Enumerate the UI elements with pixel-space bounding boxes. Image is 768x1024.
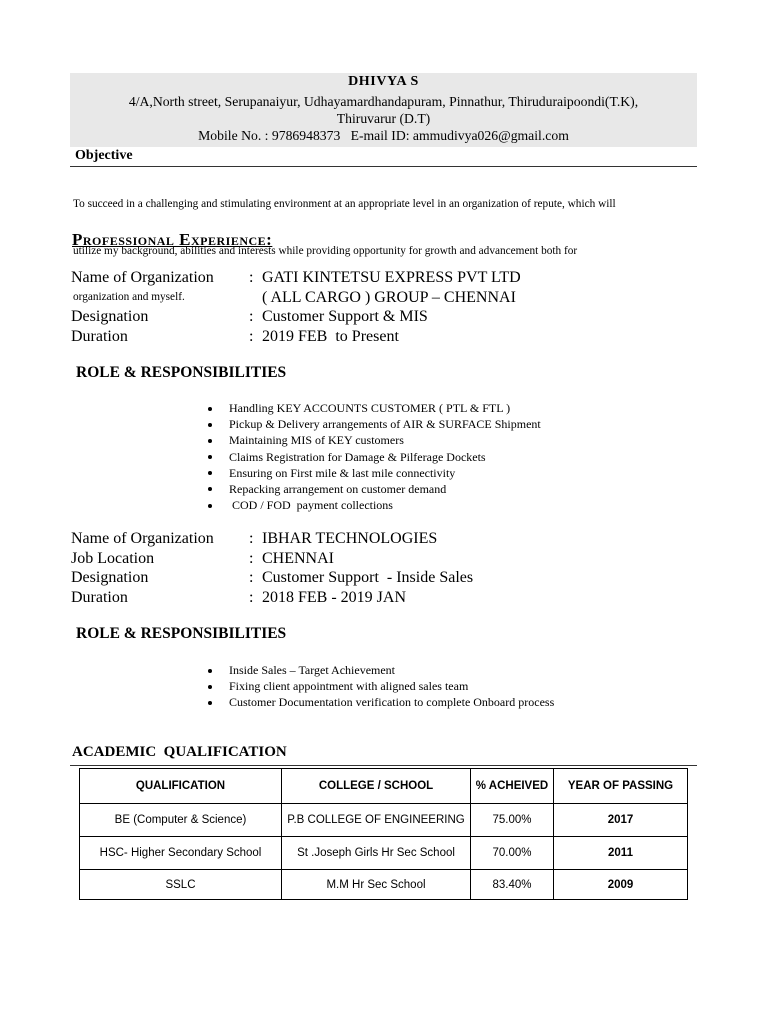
section-divider — [70, 765, 697, 766]
column-header: COLLEGE / SCHOOL — [282, 769, 471, 804]
responsibility-item — [207, 400, 541, 416]
address-line: Thiruvarur (D.T) — [336, 111, 431, 126]
candidate-name: DHIVYA S — [348, 74, 419, 89]
job-details — [71, 529, 671, 607]
bullet-icon — [208, 455, 212, 459]
address-line: 4/A,North street, Serupanaiyur, Udhayamardhandapuram, Pinnathur, Thiruduraipoondi(T.K), — [128, 94, 639, 109]
table-cell: BE (Computer & Science) — [80, 804, 282, 837]
job-detail-row — [71, 529, 671, 549]
bullet-icon — [208, 504, 212, 508]
detail-separator: : — [249, 327, 254, 345]
table-cell: 70.00% — [471, 837, 554, 870]
responsibility-item — [207, 497, 541, 513]
responsibility-text: Pickup & Delivery arrangements of AIR & SURFACE Shipment — [229, 417, 541, 432]
detail-value: Customer Support & MIS — [262, 308, 428, 325]
responsibility-text: Fixing client appointment with aligned sales team — [229, 679, 469, 694]
detail-label: Name of Organization — [71, 269, 214, 286]
objective-line: To succeed in a challenging and stimulating environment at an appropriate level in an organization of repute, which will — [73, 198, 616, 210]
table-cell: 2017 — [554, 804, 688, 837]
bullet-icon — [208, 407, 212, 411]
job-detail-row — [71, 549, 671, 569]
responsibility-item — [207, 432, 541, 448]
job-detail-row — [71, 288, 671, 308]
job-details — [71, 268, 671, 346]
bullet-icon — [208, 423, 212, 427]
table-cell: 2011 — [554, 837, 688, 870]
responsibility-text: COD / FOD payment collections — [229, 498, 393, 513]
detail-value: ( ALL CARGO ) GROUP – CHENNAI — [262, 288, 516, 306]
responsibility-text: Ensuring on First mile & last mile connectivity — [229, 465, 456, 480]
detail-separator: : — [249, 549, 254, 567]
responsibility-text: Repacking arrangement on customer demand — [229, 481, 447, 496]
job-detail-row — [71, 327, 671, 347]
responsibility-text: Handling KEY ACCOUNTS CUSTOMER ( PTL & FTL ) — [229, 401, 511, 415]
responsibility-text: Customer Documentation verification to complete Onboard process — [229, 695, 555, 710]
objective-heading: Objective — [75, 148, 133, 163]
table-cell: P.B COLLEGE OF ENGINEERING — [282, 804, 471, 837]
detail-label: Designation — [71, 308, 149, 325]
detail-separator: : — [249, 569, 254, 586]
responsibility-item — [207, 449, 541, 465]
bullet-icon — [208, 439, 212, 443]
qualification-table — [79, 768, 688, 900]
detail-separator: : — [249, 588, 254, 606]
responsibility-text: Maintaining MIS of KEY customers — [229, 433, 404, 448]
responsibility-item — [207, 481, 541, 497]
table-header-row — [80, 769, 688, 804]
detail-value: 2018 FEB - 2019 JAN — [262, 588, 407, 606]
responsibility-item — [207, 416, 541, 432]
roles-heading: ROLE & RESPONSIBILITIES — [76, 625, 287, 642]
bullet-icon — [208, 471, 212, 475]
detail-label: Duration — [71, 588, 128, 606]
responsibility-item — [207, 678, 554, 694]
detail-value: IBHAR TECHNOLOGIES — [262, 530, 438, 547]
table-cell: 2009 — [554, 870, 688, 900]
job-detail-row — [71, 307, 671, 327]
roles-heading: ROLE & RESPONSIBILITIES — [76, 364, 287, 381]
responsibility-item — [207, 662, 554, 678]
bullet-icon — [208, 487, 212, 491]
detail-label: Duration — [71, 327, 128, 345]
job-detail-row — [71, 588, 671, 608]
column-header: QUALIFICATION — [80, 769, 282, 804]
detail-label: Designation — [71, 569, 149, 586]
detail-separator: : — [249, 308, 254, 325]
responsibilities-list — [207, 662, 554, 711]
table-cell: M.M Hr Sec School — [282, 870, 471, 900]
table-cell: 75.00% — [471, 804, 554, 837]
table-row — [80, 870, 688, 900]
table-cell: SSLC — [80, 870, 282, 900]
professional-experience-heading: Professional Experience: — [72, 230, 273, 249]
academic-qualification-heading: ACADEMIC QUALIFICATION — [72, 744, 287, 760]
responsibility-text: Inside Sales – Target Achievement — [229, 663, 396, 677]
detail-value: CHENNAI — [262, 549, 334, 567]
bullet-icon — [208, 701, 212, 705]
detail-separator: : — [249, 269, 254, 286]
bullet-icon — [208, 669, 212, 673]
objective-line: utilize my background, abilities and interests while providing opportunity for growth and advancement both for — [73, 244, 578, 257]
table-row — [80, 804, 688, 837]
responsibility-item — [207, 465, 541, 481]
job-detail-row — [71, 568, 671, 588]
bullet-icon — [208, 685, 212, 689]
responsibility-item — [207, 694, 554, 710]
detail-value: GATI KINTETSU EXPRESS PVT LTD — [262, 269, 521, 286]
detail-value: 2019 FEB to Present — [262, 327, 399, 345]
table-cell: 83.40% — [471, 870, 554, 900]
detail-separator: : — [249, 530, 254, 547]
responsibility-text: Claims Registration for Damage & Pilferage Dockets — [229, 449, 486, 464]
detail-label: Name of Organization — [71, 530, 214, 547]
detail-label: Job Location — [71, 549, 155, 567]
contact-header — [70, 73, 697, 147]
detail-value: Customer Support - Inside Sales — [262, 569, 474, 586]
column-header: % ACHEIVED — [471, 769, 554, 804]
table-row — [80, 837, 688, 870]
table-cell: St .Joseph Girls Hr Sec School — [282, 837, 471, 870]
objective-line: organization and myself. — [73, 291, 185, 303]
responsibilities-list — [207, 400, 541, 513]
contact-line: Mobile No. : 9786948373 E-mail ID: ammudivya026@gmail.com — [198, 128, 569, 143]
table-cell: HSC- Higher Secondary School — [80, 837, 282, 870]
job-detail-row — [71, 268, 671, 288]
column-header: YEAR OF PASSING — [554, 769, 688, 804]
